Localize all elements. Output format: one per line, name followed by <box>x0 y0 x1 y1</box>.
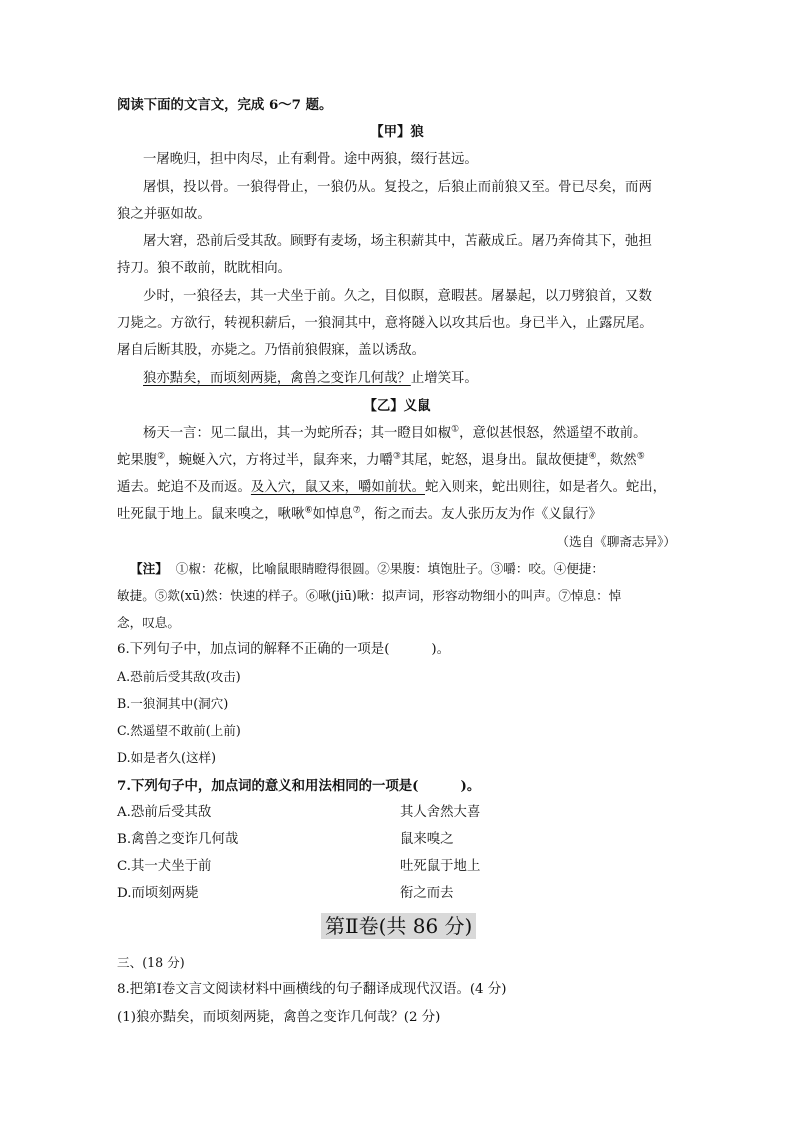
question-6-option-a: A.恐前后受其敌(攻击) <box>117 669 241 684</box>
text-b-line-2-b: ，蜿蜒入穴，方将过半，鼠奔来，力嚼 <box>165 453 393 468</box>
question-7-option-d-left: D.而顷刻两毙 <box>117 886 199 901</box>
text-b-line-3 <box>117 478 666 498</box>
text-a-paragraph-5-rest: 止增笑耳。 <box>410 371 478 386</box>
text-a-title: 【甲】狼 <box>370 124 424 140</box>
question-6-stem <box>117 640 450 660</box>
text-a-paragraph-5 <box>143 369 478 389</box>
notes-text-1: ①椒：花椒，比喻鼠眼睛瞪得很圆。②果腹：填饱肚子。③嚼：咬。④便捷： <box>175 561 604 576</box>
reading-instruction: 阅读下面的文言文，完成 6～7 题。 <box>117 97 333 113</box>
footnote-marker-2: ② <box>157 451 166 462</box>
text-b-line-2 <box>117 451 645 471</box>
notes-label: 【注】 <box>130 561 168 576</box>
question-7-option-b-left: B.禽兽之变诈几何哉 <box>117 832 239 847</box>
question-6-option-b: B.一狼洞其中(洞穴) <box>117 696 229 711</box>
text-b-line-1-a: 杨天一言：见二鼠出，其一为蛇所吞；其一瞪目如椒 <box>143 426 451 441</box>
underlined-sentence-b: 及入穴，鼠又来，嚼如前状。 <box>250 480 425 495</box>
notes-line-3: 念，叹息。 <box>117 615 180 630</box>
question-8-stem: 8.把第Ⅰ卷文言文阅读材料中画横线的句子翻译成现代汉语。(4 分) <box>117 982 507 997</box>
footnote-marker-5: ⑤ <box>636 451 645 462</box>
text-b-line-4-c: ，衔之而去。友人张历友为作《义鼠行》 <box>360 507 602 522</box>
question-6-stem-end: )。 <box>431 642 451 657</box>
text-b-line-3-b: 蛇入则来，蛇出则往，如是者久。蛇出， <box>424 480 667 495</box>
question-7-option-c-right: 吐死鼠于地上 <box>400 859 481 874</box>
section-3-heading: 三、(18 分) <box>117 955 185 970</box>
volume-2-heading: 第Ⅱ卷(共 86 分) <box>321 913 476 939</box>
text-a-paragraph-2-line-1: 屠惧，投以骨。一狼得骨止，一狼仍从。复投之，后狼止而前狼又至。骨已尽矣，而两 <box>143 180 652 195</box>
text-a-paragraph-4-line-2: 刀毙之。方欲行，转视积薪后，一狼洞其中，意将隧入以攻其后也。身已半入，止露尻尾。 <box>117 316 653 331</box>
question-6-option-c: C.然遥望不敢前(上前) <box>117 723 241 738</box>
text-b-line-1-b: ，意似甚恨怒，然遥望不敢前。 <box>459 426 647 441</box>
notes-line-1 <box>130 559 604 579</box>
text-b-line-3-a: 遁去。蛇追不及而返。 <box>117 480 251 495</box>
text-b-line-2-d: ，欻然 <box>596 453 637 468</box>
footnote-marker-1: ① <box>450 424 460 435</box>
question-7-stem-end: )。 <box>460 778 481 794</box>
question-6-option-d: D.如是者久(这样) <box>117 750 217 765</box>
question-7-option-c-left: C.其一犬坐于前 <box>117 859 212 874</box>
footnote-marker-3: ③ <box>392 451 401 462</box>
text-b-line-2-c: 其尾，蛇怒，退身出。鼠故便捷 <box>400 453 589 468</box>
text-b-line-4 <box>117 505 602 525</box>
text-b-line-1 <box>143 424 647 444</box>
text-b-source: （选自《聊斋志异》） <box>556 534 676 549</box>
underlined-sentence: 狼亦黠矣，而顷刻两毙，禽兽之变诈几何哉？ <box>143 371 411 386</box>
text-b-line-2-a: 蛇果腹 <box>117 453 158 468</box>
text-a-paragraph-3-line-1: 屠大窘，恐前后受其敌。顾野有麦场，场主积薪其中，苫蔽成丘。屠乃奔倚其下，弛担 <box>143 234 652 249</box>
notes-line-2: 敏捷。⑤欻(xū)然：快速的样子。⑥啾(jiū)啾：拟声词，形容动物细小的叫声。⑦悼息：悼 <box>117 588 622 603</box>
question-6-stem-text: 6.下列句子中，加点词的解释不正确的一项是( <box>117 642 390 657</box>
footnote-marker-7: ⑦ <box>352 505 361 516</box>
text-a-paragraph-4-line-3: 屠自后断其股，亦毙之。乃悟前狼假寐，盖以诱敌。 <box>117 343 425 358</box>
question-7-stem-text: 7.下列句子中，加点词的意义和用法相同的一项是( <box>117 778 419 794</box>
question-7-stem <box>117 776 480 796</box>
text-a-paragraph-2-line-2: 狼之并驱如故。 <box>117 207 211 222</box>
text-b-title: 【乙】义鼠 <box>363 398 431 414</box>
text-a-paragraph-1: 一屠晚归，担中肉尽，止有剩骨。途中两狼，缀行甚远。 <box>143 152 478 167</box>
question-8-sub-1: (1)狼亦黠矣，而顷刻两毙，禽兽之变诈几何哉？(2 分) <box>117 1010 441 1025</box>
question-7-option-b-right: 鼠来嗅之 <box>400 832 454 847</box>
text-a-paragraph-3-line-2: 持刀。狼不敢前，眈眈相向。 <box>117 261 292 276</box>
footnote-marker-6: ⑥ <box>304 505 313 516</box>
question-7-option-a-left: A.恐前后受其敌 <box>117 805 212 820</box>
footnote-marker-4: ④ <box>588 451 597 462</box>
question-7-option-d-right: 衔之而去 <box>400 886 454 901</box>
text-a-paragraph-4-line-1: 少时，一狼径去，其一犬坐于前。久之，目似瞑，意暇甚。屠暴起，以刀劈狼首，又数 <box>143 289 652 304</box>
text-b-line-4-b: 如悼息 <box>312 507 353 522</box>
text-b-line-4-a: 吐死鼠于地上。鼠来嗅之，啾啾 <box>117 507 305 522</box>
question-7-option-a-right: 其人舍然大喜 <box>400 805 481 820</box>
